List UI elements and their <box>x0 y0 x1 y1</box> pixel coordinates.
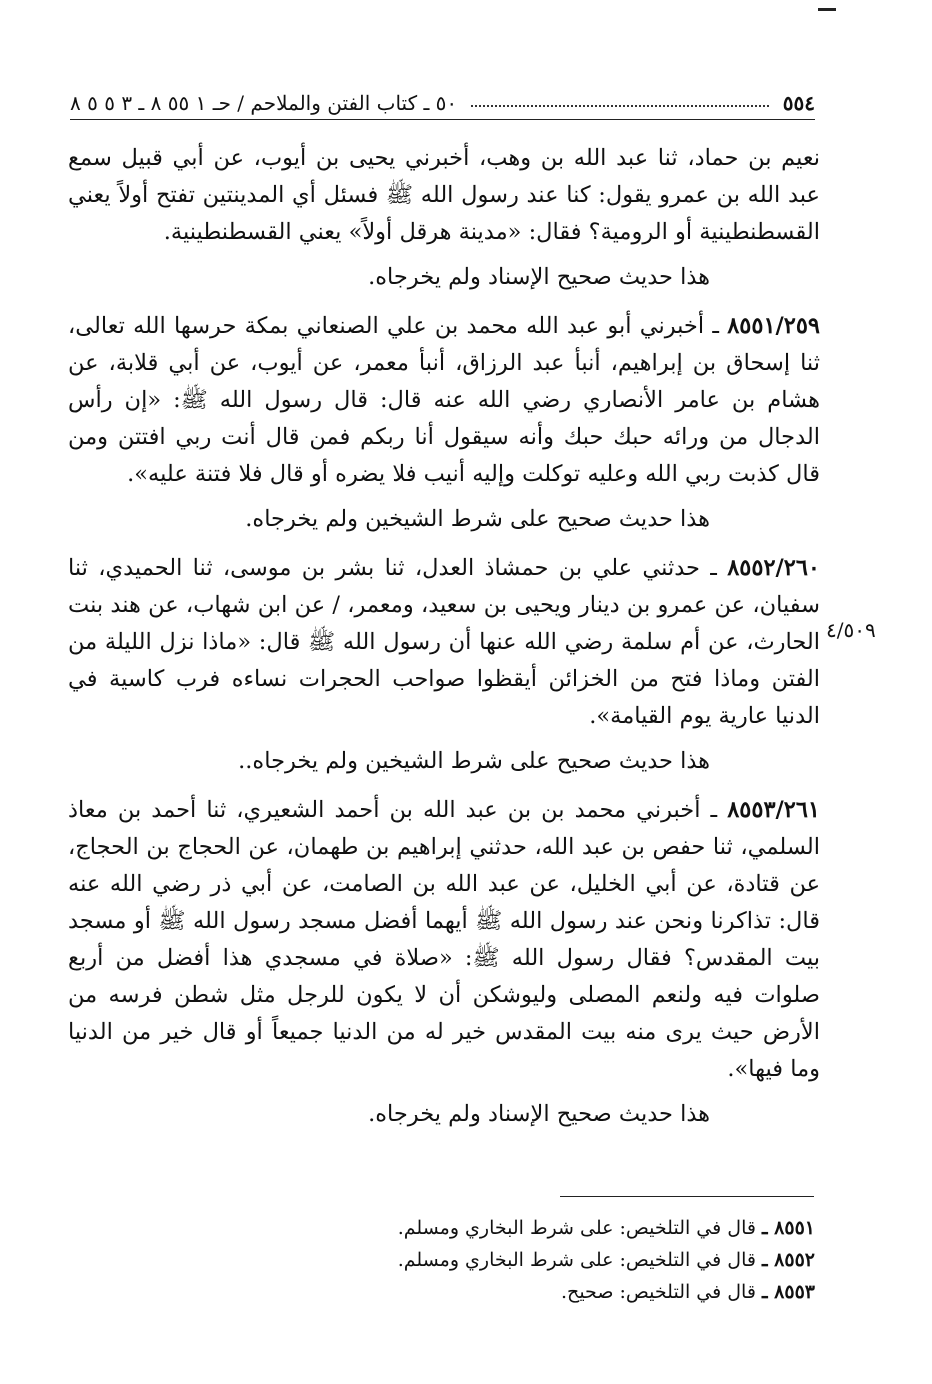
hadith-paragraph <box>68 550 820 735</box>
header-dots <box>471 105 769 107</box>
hadith-number: ٨٥٥١/٢٥٩ <box>727 313 821 339</box>
hadith-text: ـ أخبرني أبو عبد الله محمد بن علي الصنعاني بمكة حرسها الله تعالى، ثنا إسحاق بن إبراهيم، أنبأ عبد الرزاق، أنبأ معمر، عن أيوب، عن أبي قلابة، عن هشام بن عامر الأنصاري رضي الله عنه قال: قال رسول الله ﷺ: «إن رأس الدجال من ورائه حبك حبك وأنه سيقول أنا ربكم فمن قال أنت ربي افتتن ومن قال كذبت ربي الله وعليه توكلت وإليه أنيب فلا يضره أو قال فلا فتنة عليه». <box>68 313 820 487</box>
page-mark <box>818 8 836 11</box>
hadith-number: ٨٥٥٣/٢٦١ <box>727 797 820 823</box>
footnote-separator <box>560 1196 814 1197</box>
footnote-number: ٨٥٥١ ـ <box>761 1217 815 1239</box>
hadith-text: ـ حدثني علي بن حمشاذ العدل، ثنا بشر بن موسى، ثنا الحميدي، ثنا سفيان، عن عمرو بن دينار ويحيى بن سعيد، ومعمر، / عن ابن شهاب، عن هند بنت الحارث، عن أم سلمة رضي الله عنها أن رسول الله ﷺ قال: «ماذا نزل الليلة من الفتن وماذا فتح من الخزائن أيقظوا صواحب الحجرات نساءه فرب كاسية في الدنيا عارية يوم القيامة». <box>68 555 820 729</box>
footnotes <box>70 1212 815 1308</box>
margin-reference: ٤/٥٠٩ <box>826 618 876 642</box>
hadith-verdict: هذا حديث صحيح الإسناد ولم يخرجاه. <box>368 264 710 290</box>
hadith-text: نعيم بن حماد، ثنا عبد الله بن وهب، أخبرني يحيى بن أيوب، عن أبي قبيل سمع عبد الله بن عمرو يقول: كنا عند رسول الله ﷺ فسئل أي المدينتين تفتح أولاً يعني القسطنطينية أو الرومية؟ فقال: «مدينة هرقل أولاً» يعني القسطنطينية. <box>68 145 820 245</box>
footnote-number: ٨٥٥٣ ـ <box>761 1281 815 1303</box>
hadith-verdict: هذا حديث صحيح على شرط الشيخين ولم يخرجاه.. <box>238 748 710 774</box>
main-text <box>68 140 820 1145</box>
footnote <box>70 1276 815 1308</box>
hadith-verdict: هذا حديث صحيح الإسناد ولم يخرجاه. <box>368 1101 710 1127</box>
page-number: ٥٥٤ <box>782 91 815 115</box>
hadith-verdict: هذا حديث صحيح على شرط الشيخين ولم يخرجاه. <box>245 506 710 532</box>
hadith-paragraph <box>68 308 820 493</box>
footnote <box>70 1212 815 1244</box>
footnote-text: قال في التلخيص: على شرط البخاري ومسلم. <box>397 1249 756 1271</box>
footnote-number: ٨٥٥٢ ـ <box>761 1249 815 1271</box>
hadith-paragraph <box>68 792 820 1088</box>
footnote <box>70 1244 815 1276</box>
hadith-text: ـ أخبرني محمد بن بن عبد الله بن أحمد الشعيري، ثنا أحمد بن معاذ السلمي، ثنا حفص بن عبد الله، حدثني إبراهيم بن طهمان، عن الحجاج بن الحجاج، عن قتادة، عن أبي الخليل، عن عبد الله بن الصامت، عن أبي ذر رضي الله عنه قال: تذاكرنا ونحن عند رسول الله ﷺ أيهما أفضل مسجد رسول الله ﷺ أو مسجد بيت المقدس؟ فقال رسول الله ﷺ: «صلاة في مسجدي هذا أفضل من أربع صلوات فيه ولنعم المصلى وليوشكن أن لا يكون للرجل مثل شطن فرسه من الأرض حيث يرى منه بيت المقدس خير له من الدنيا جميعاً أو قال خير من الدنيا وما فيها». <box>68 797 820 1082</box>
hadith-paragraph <box>68 140 820 251</box>
running-title: ٥٠ ـ كتاب الفتن والملاحم / حـ ١ ٥٥ ٨ ـ ٣ ٥ ٥ ٨ <box>70 91 458 115</box>
running-header <box>70 80 815 120</box>
footnote-text: قال في التلخيص: على شرط البخاري ومسلم. <box>397 1217 756 1239</box>
footnote-text: قال في التلخيص: صحيح. <box>561 1281 756 1303</box>
hadith-number: ٨٥٥٢/٢٦٠ <box>727 555 820 581</box>
